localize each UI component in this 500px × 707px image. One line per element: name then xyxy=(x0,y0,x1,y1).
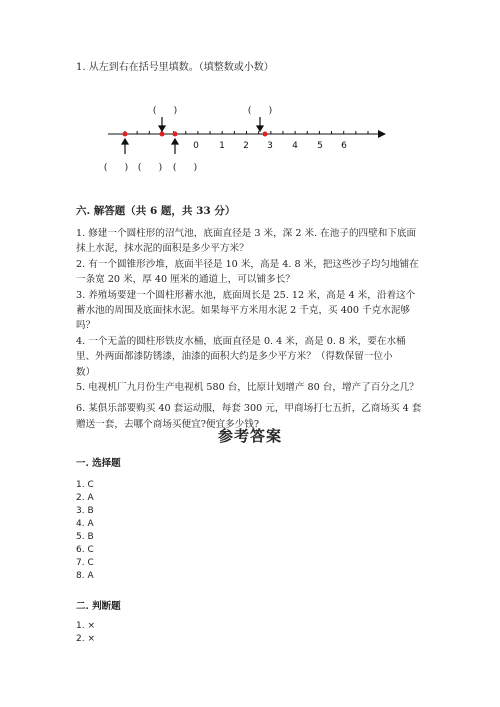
tick-label-0: 0 xyxy=(193,141,199,151)
problem-line: 2. 有一个圆锥形沙堆，底面半径是 10 米，高是 4. 8 米，把这些沙子均匀地铺在 xyxy=(76,258,419,270)
bottom-bracket-3: ( ) xyxy=(172,163,198,173)
answer-item: 3. B xyxy=(76,506,94,516)
tick-label-4: 4 xyxy=(292,141,298,151)
tick-label-5: 5 xyxy=(317,141,323,151)
problem-line: 抹上水泥，抹水泥的面积是多少平方米？ xyxy=(76,243,249,255)
problem-line: 一条宽 20 米，厚 40 厘米的通道上，可以铺多长？ xyxy=(76,274,295,286)
question-1-text: 1. 从左到右在括号里填数。（填整数或小数） xyxy=(76,62,274,73)
problem-line: 吗？ xyxy=(76,320,96,332)
answer-item: 7. C xyxy=(76,558,94,568)
choice-section-title: 一. 选择题 xyxy=(76,458,121,469)
judge-answer-list xyxy=(76,620,95,646)
answer-item: 2. A xyxy=(76,493,94,503)
problem-line: 6. 某俱乐部要购买 40 套运动服，每套 300 元，甲商场打七五折，乙商场买 4 套 xyxy=(76,403,422,415)
answer-item: 8. A xyxy=(76,571,94,581)
problem-line: 5. 电视机厂九月份生产电视机 580 台，比原计划增产 80 台，增产了百分之几？ xyxy=(76,382,419,394)
answer-item: 1. C xyxy=(76,480,94,490)
choice-answer-list xyxy=(76,479,94,583)
up-arrow-head xyxy=(172,139,178,144)
problem-line: 数） xyxy=(76,366,96,378)
top-bracket-1: ( ) xyxy=(152,106,178,116)
answer-item: 6. C xyxy=(76,545,94,555)
red-point xyxy=(173,132,178,137)
problem-line: 蓄水池的周围及底面抹水泥。如果每平方米用水泥 2 千克，买 400 千克水泥够 xyxy=(76,305,411,317)
tick-label-2: 2 xyxy=(243,141,249,151)
tick-label-6: 6 xyxy=(341,141,347,151)
red-point xyxy=(160,132,165,137)
tick-label-3: 3 xyxy=(267,141,273,151)
problem-line: 里、外两面都漆防锈漆，油漆的面积大约是多少平方米？（得数保留一位小 xyxy=(76,351,393,363)
answer-item: 4. A xyxy=(76,519,94,529)
problem-line: 4. 一个无盖的圆柱形铁皮水桶，底面直径是 0. 4 米，高是 0. 8 米，要在水桶 xyxy=(76,335,406,347)
top-bracket-2: ( ) xyxy=(247,106,273,116)
problem-list xyxy=(76,226,436,432)
number-line-arrowhead xyxy=(378,130,386,138)
tick-label-1: 1 xyxy=(219,141,225,151)
number-line-figure xyxy=(100,100,390,180)
answer-item: 2. × xyxy=(76,634,95,644)
red-point xyxy=(263,132,268,137)
problem-line: 1. 修建一个圆柱形的沼气池，底面直径是 3 米，深 2 米. 在池子的四壁和下底面 xyxy=(76,228,417,239)
answer-title: 参考答案 xyxy=(217,427,282,445)
section-title: 六. 解答题（共 6 题，共 33 分） xyxy=(76,205,236,217)
down-arrow-head xyxy=(257,126,263,131)
bottom-bracket-2: ( ) xyxy=(137,163,163,173)
red-point xyxy=(123,132,128,137)
up-arrow-head xyxy=(122,139,128,144)
answer-item: 5. B xyxy=(76,532,94,542)
problem-line: 赠送一套，去哪个商场买便宜?便宜多少钱? xyxy=(76,418,259,430)
answer-item: 1. × xyxy=(76,621,95,631)
down-arrow-head xyxy=(159,126,165,131)
judge-section-title: 二. 判断题 xyxy=(76,601,121,612)
bottom-bracket-1: ( ) xyxy=(103,163,129,173)
problem-line: 3. 养殖场要建一个圆柱形蓄水池，底面周长是 25. 12 米，高是 4 米，沿着这个 xyxy=(76,289,416,301)
